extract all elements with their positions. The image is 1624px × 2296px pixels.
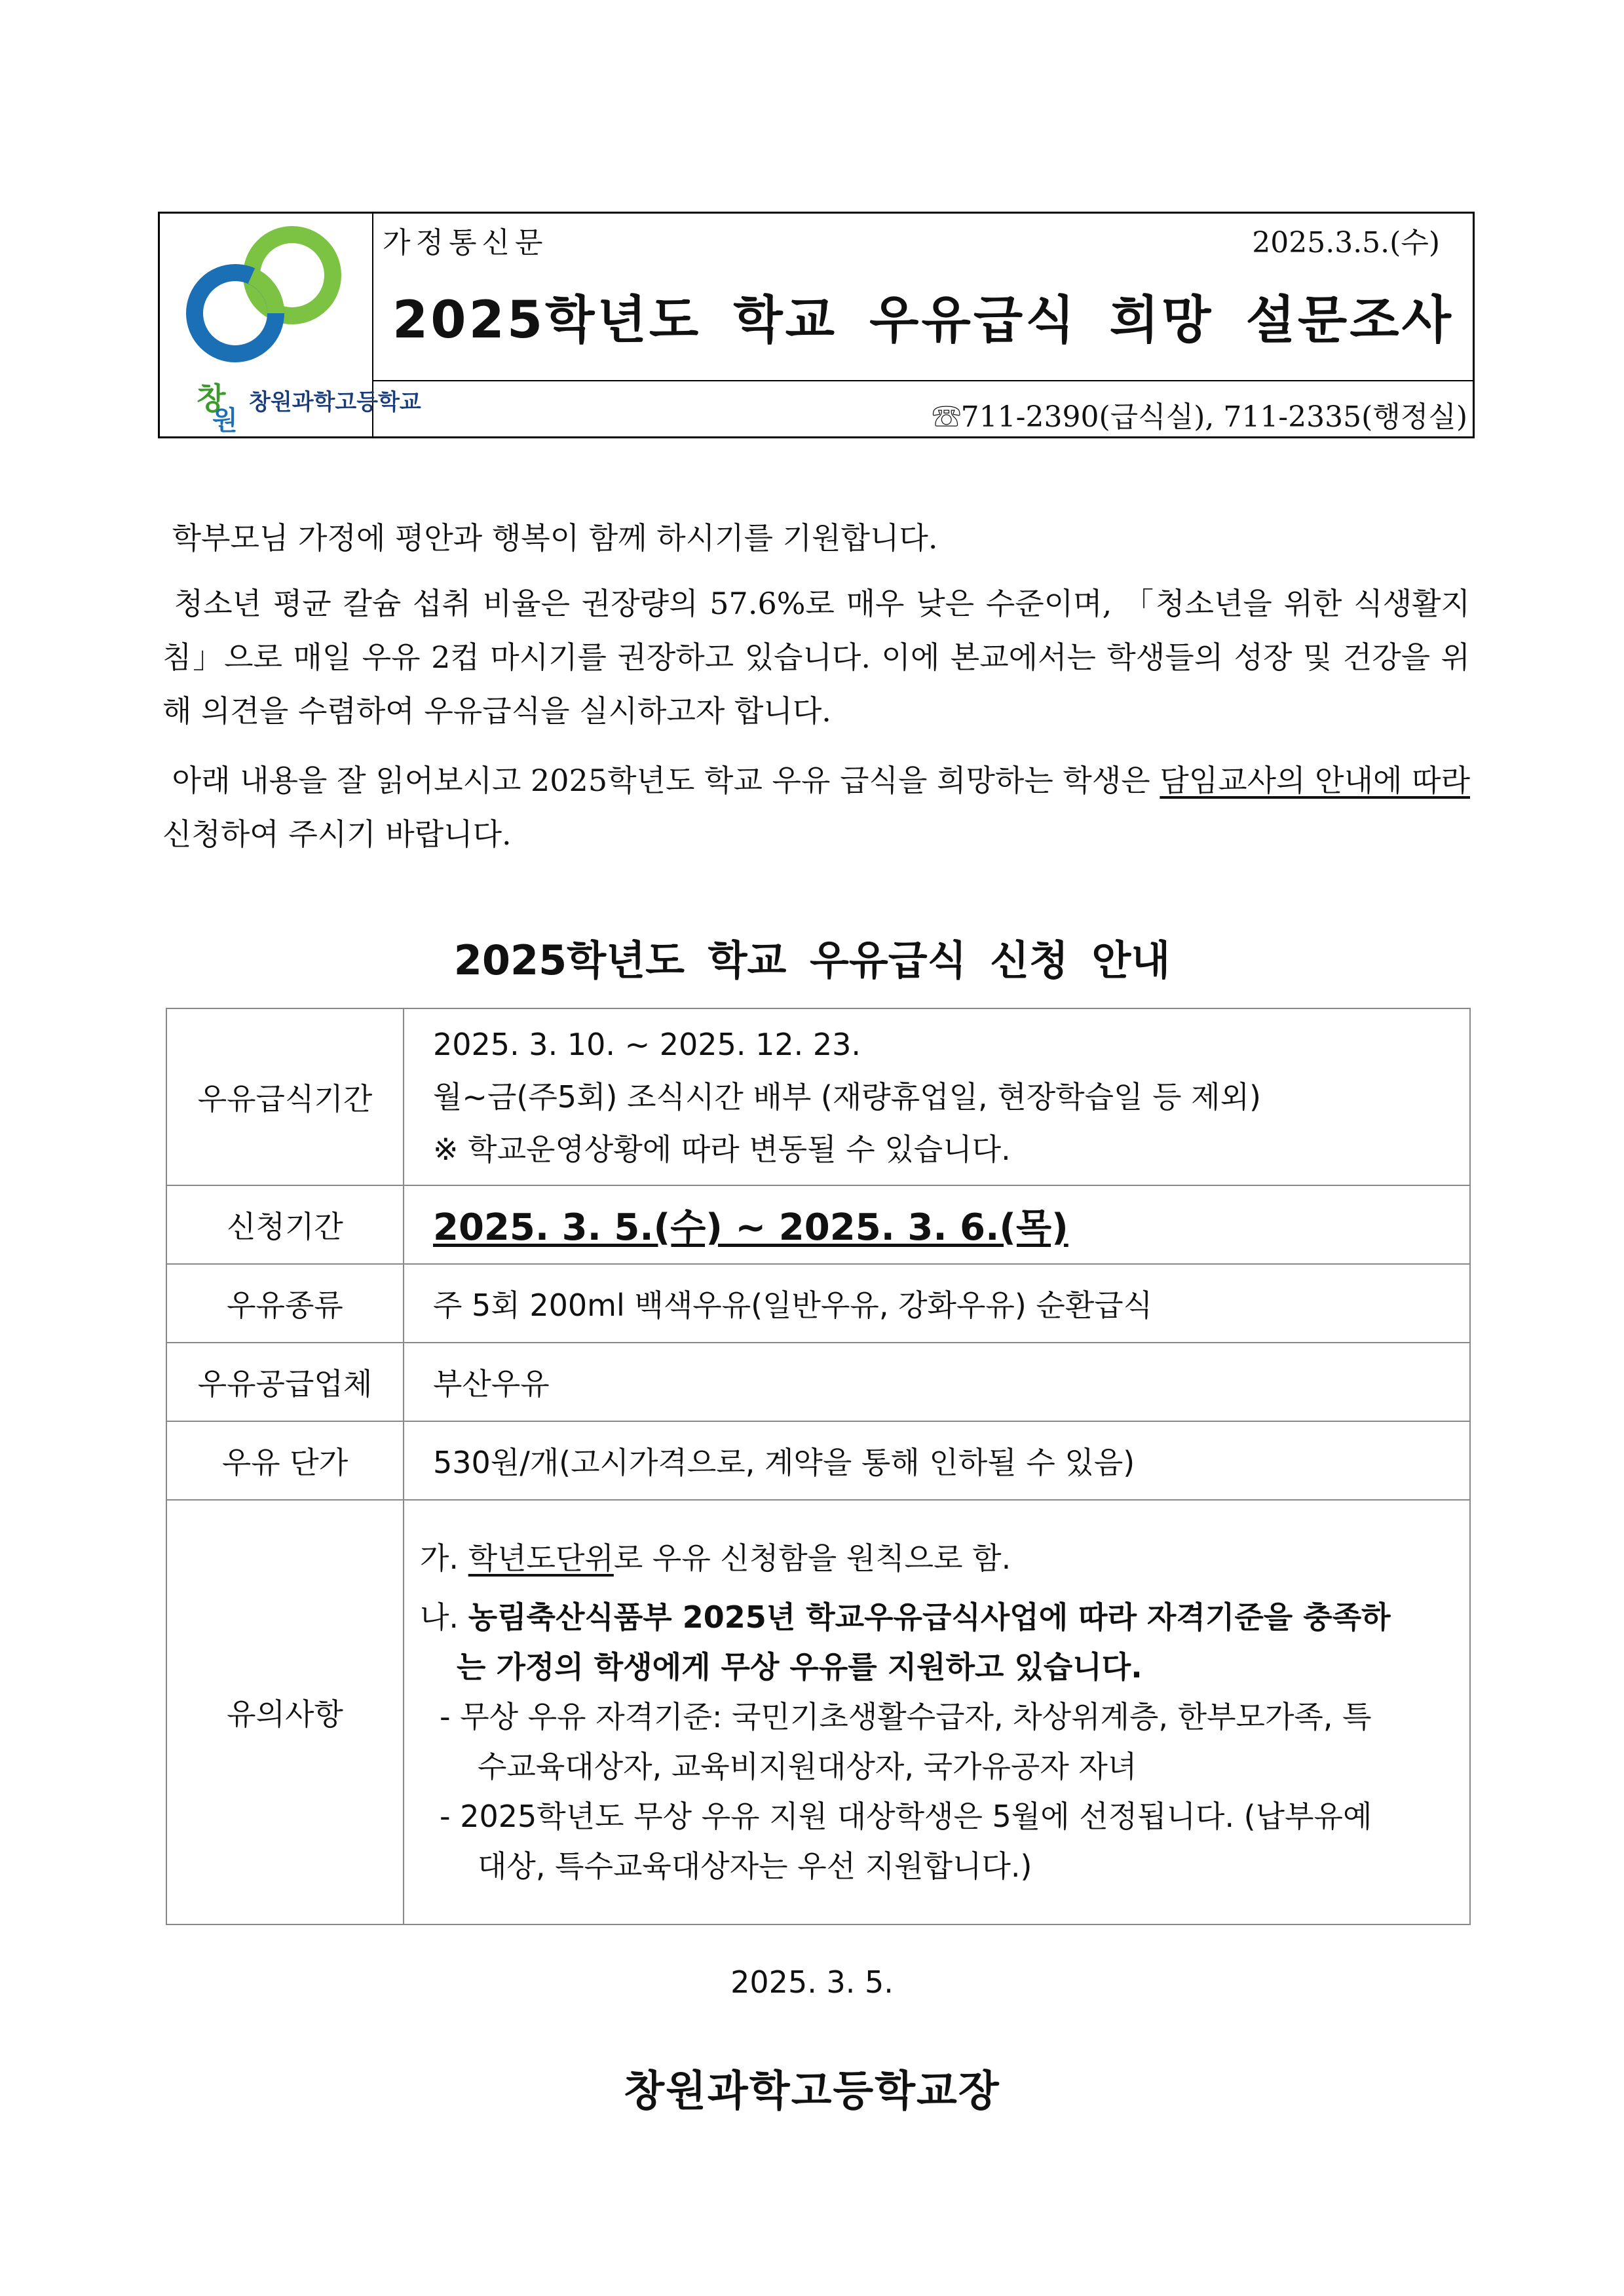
application-text-underlined: 담임교사의 안내에 따라 xyxy=(1160,763,1471,798)
milk-info-table xyxy=(166,1008,1471,1925)
school-logo-cell xyxy=(160,214,421,436)
contact-phone: ☏711-2390(급식실), 711-2335(행정실) xyxy=(932,400,1467,434)
application-paragraph xyxy=(162,754,1470,861)
principal-signature: 창원과학고등학교장 xyxy=(624,2067,1000,2116)
row-label-notes: 유의사항 xyxy=(166,1500,404,1924)
period-note: ※ 학교운영상황에 따라 변동될 수 있습니다. xyxy=(433,1132,1011,1167)
period-schedule: 월~금(주5회) 조식시간 배부 (재량휴업일, 현장학습일 등 제외) xyxy=(433,1079,1261,1115)
row-value-notes xyxy=(404,1500,1470,1924)
period-dates: 2025. 3. 10. ~ 2025. 12. 23. xyxy=(433,1027,861,1062)
row-label-price: 우유 단가 xyxy=(166,1421,404,1500)
row-value-apply: 2025. 3. 5.(수) ~ 2025. 3. 6.(목) xyxy=(433,1206,1068,1249)
table-row xyxy=(166,1343,1470,1421)
note-b-line1: 나. 농림축산식품부 2025년 학교우유급식사업에 따라 자격기준을 충족하 xyxy=(420,1599,1391,1635)
application-text-post: 신청하여 주시기 바랍니다. xyxy=(162,816,512,852)
row-value-milk-type: 주 5회 200ml 백색우유(일반우유, 강화우유) 순환급식 xyxy=(404,1264,1470,1343)
newsletter-header xyxy=(158,212,1475,438)
logo-school-name: 창 원 창원과학고등학교 xyxy=(197,381,421,436)
note-bullet2-line2: 대상, 특수교육대상자는 우선 지원합니다.) xyxy=(478,1848,1032,1884)
document-title: 2025학년도 학교 우유급식 희망 설문조사 xyxy=(392,291,1454,350)
note-a-underlined: 학년도단위 xyxy=(468,1540,614,1576)
note-b-line2: 는 가정의 학생에게 무상 우유를 지원하고 있습니다. xyxy=(457,1649,1142,1685)
table-row xyxy=(166,1185,1470,1264)
note-bullet2-line1: - 2025학년도 무상 우유 지원 대상학생은 5월에 선정됩니다. (납부유예 xyxy=(440,1799,1372,1834)
row-label-supplier: 우유공급업체 xyxy=(166,1343,404,1421)
row-label-apply: 신청기간 xyxy=(166,1185,404,1264)
table-row xyxy=(166,1421,1470,1500)
row-value-period xyxy=(404,1008,1470,1185)
logo-school-text: 창원과학고등학교 xyxy=(249,389,421,415)
row-value-price: 530원/개(고시가격으로, 계약을 통해 인하될 수 있음) xyxy=(404,1421,1470,1500)
table-row xyxy=(166,1500,1470,1924)
calcium-paragraph xyxy=(162,577,1470,738)
greeting-text: 학부모님 가정에 평안과 행복이 함께 하시기를 기원합니다. xyxy=(172,520,938,556)
school-logo-icon xyxy=(166,221,363,379)
table-row xyxy=(166,1264,1470,1343)
calcium-text: 청소년 평균 칼슘 섭취 비율은 권장량의 57.6%로 매우 낮은 수준이며, 「청소년을 위한 식생활지침」으로 매일 우유 2컵 마시기를 권장하고 있습니다. 이에 본교에서는 학생들의 성장 및 건강을 위해 의견을 수렴하여 우유급식을 실시하고자 합니다. xyxy=(162,586,1470,729)
newsletter-label: 가정통신문 xyxy=(383,226,548,259)
greeting-paragraph xyxy=(162,511,1470,565)
note-bullet1-line1: - 무상 우유 자격기준: 국민기초생활수급자, 차상위계층, 한부모가족, 특 xyxy=(440,1699,1372,1734)
row-label-milk-type: 우유종류 xyxy=(166,1264,404,1343)
footer-date: 2025. 3. 5. xyxy=(730,1964,894,2000)
table-row xyxy=(166,1008,1470,1185)
header-content xyxy=(373,214,1473,436)
note-a: 가. 학년도단위로 우유 신청함을 원칙으로 함. xyxy=(420,1540,1011,1576)
row-value-supplier: 부산우유 xyxy=(404,1343,1470,1421)
contact-row xyxy=(373,380,1473,440)
note-bullet1-line2: 수교육대상자, 교육비지원대상자, 국가유공자 자녀 xyxy=(478,1749,1137,1784)
section-title: 2025학년도 학교 우유급식 신청 안내 xyxy=(453,936,1171,984)
row-label-period: 우유급식기간 xyxy=(166,1008,404,1185)
application-text-pre: 아래 내용을 잘 읽어보시고 2025학년도 학교 우유 급식을 희망하는 학생은 xyxy=(172,763,1160,798)
issue-date: 2025.3.5.(수) xyxy=(1252,226,1440,259)
